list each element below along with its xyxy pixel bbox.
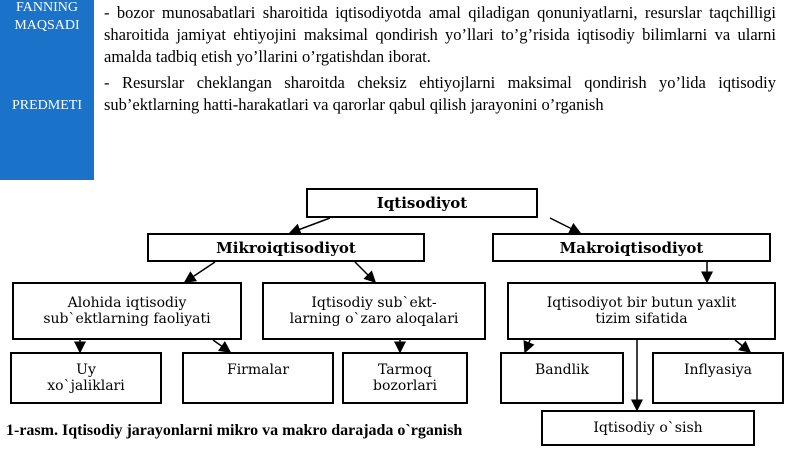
node-micro-individual: Alohida iqtisodiy sub`ektlarning faoliyati	[12, 282, 242, 340]
figure-caption: 1-rasm. Iqtisodiy jarayonlarni mikro va makro darajada o`rganish	[6, 422, 463, 439]
node-root: Iqtisodiyot	[306, 188, 538, 218]
node-growth: Iqtisodiy o`sish	[541, 410, 755, 446]
arrow-micro-to-mutual	[355, 262, 375, 282]
arrow-individual-to-firms	[213, 340, 230, 352]
sidebar-label-fanning: FANNING	[16, 0, 78, 15]
node-micro-mutual: Iqtisodiy sub`ekt-larning o`zaro aloqalari	[262, 282, 486, 340]
node-households: Uy xo`jaliklari	[10, 352, 162, 404]
arrow-micro-to-individual	[185, 262, 215, 282]
sidebar-label-maqsadi: MAQSADI	[14, 18, 80, 33]
definition-paragraph-goal: - bozor munosabatlari sharoitida iqtisodiyotda amal qiladigan qonuniyatlarni, resurslar taqchilligi sharoitida jamiyat ehtiyojini maksimal qondirish yo’llari to’g’risida iqtisodiy bilimlarni va ularni amalda tadbiq etish yo’llarini o’rgatishdan iborat.	[104, 3, 776, 66]
arrow-root-to-micro	[290, 218, 330, 233]
node-firms: Firmalar	[182, 352, 334, 404]
node-macro-whole: Iqtisodiyot bir butun yaxlit tizim sifatida	[507, 282, 776, 340]
definition-paragraph-subject: - Resurslar cheklangan sharoitda cheksiz ehtiyojlarni maksimal qondirish yo’lida iqtisodiy sub’ektlarning hatti-harakatlari va qarorlar qabul qilish jarayonini o’rganish	[104, 73, 776, 114]
arrow-root-to-macro	[550, 218, 580, 233]
node-industry-markets: Tarmoq bozorlari	[342, 352, 468, 404]
node-macro: Makroiqtisodiyot	[492, 233, 771, 262]
arrow-whole-to-inflation	[735, 340, 750, 352]
arrow-whole-to-employment	[525, 340, 530, 352]
node-inflation: Inflyasiya	[652, 352, 784, 404]
sidebar-label-predmeti: PREDMETI	[12, 98, 82, 113]
node-micro: Mikroiqtisodiyot	[147, 233, 425, 262]
node-employment: Bandlik	[500, 352, 624, 404]
